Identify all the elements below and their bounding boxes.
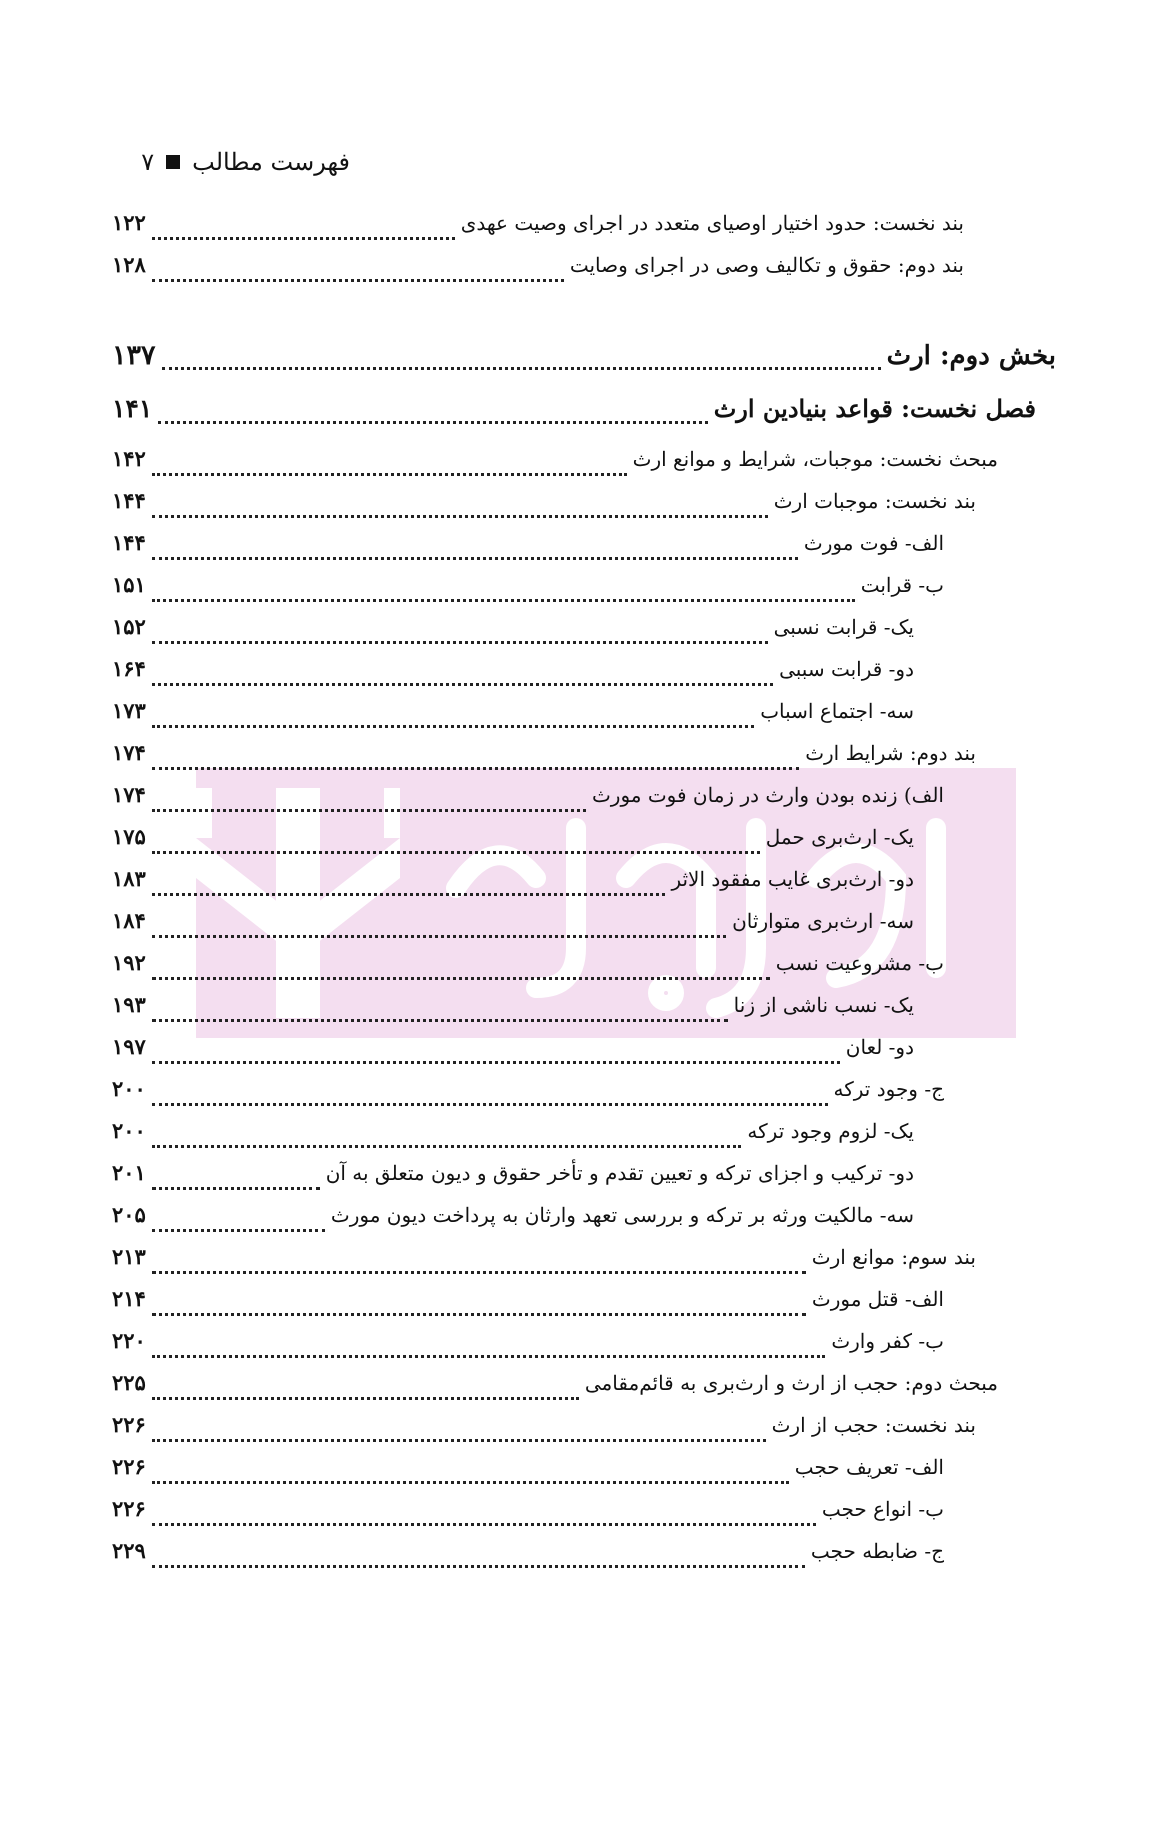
dot-leader bbox=[152, 515, 768, 518]
toc-entry-title: ج- وجود ترکه bbox=[833, 1077, 944, 1101]
toc-entry-title: یک- نسب ناشی از زنا bbox=[733, 993, 914, 1017]
toc-entry bbox=[112, 740, 976, 780]
toc-entry-page: ۲۲۰ bbox=[112, 1328, 146, 1353]
dot-leader bbox=[152, 683, 773, 686]
toc-entry-page: ۱۷۳ bbox=[112, 698, 146, 723]
toc-entry-page: ۱۲۸ bbox=[112, 252, 146, 277]
toc-entry-page: ۲۰۵ bbox=[112, 1202, 146, 1227]
toc-entry-title: سه- مالکیت ورثه بر ترکه و بررسی تعهد وارثان به پرداخت دیون مورث bbox=[330, 1203, 914, 1227]
toc-entry-title: بند نخست: حدود اختیار اوصیای متعدد در اجرای وصیت عهدی bbox=[460, 211, 964, 235]
dot-leader bbox=[152, 893, 666, 896]
page-title: فهرست مطالب bbox=[192, 148, 350, 176]
toc-entry-title: دو- ارث‌بری غایب مفقود الاثر bbox=[671, 867, 914, 891]
dot-leader bbox=[152, 1523, 816, 1526]
toc-entry bbox=[112, 530, 944, 570]
toc-entry-page: ۱۹۷ bbox=[112, 1034, 146, 1059]
toc-entry-page: ۱۵۱ bbox=[112, 572, 146, 597]
toc-entry-title: مبحث دوم: حجب از ارث و ارث‌بری به قائم‌مقامی bbox=[584, 1371, 998, 1395]
toc-entry bbox=[112, 488, 976, 528]
toc-entry bbox=[112, 1244, 976, 1284]
dot-leader bbox=[152, 767, 799, 770]
dot-leader bbox=[152, 977, 770, 980]
toc-entry-page: ۲۰۰ bbox=[112, 1076, 146, 1101]
toc-entry bbox=[112, 1328, 944, 1368]
toc-entry-page: ۱۶۴ bbox=[112, 656, 146, 681]
dot-leader bbox=[152, 1481, 789, 1484]
toc-entry-page: ۱۳۷ bbox=[112, 340, 156, 371]
dot-leader bbox=[152, 1187, 320, 1190]
toc-entry bbox=[112, 252, 964, 292]
dot-leader bbox=[152, 1019, 728, 1022]
toc-entry-page: ۱۴۴ bbox=[112, 488, 146, 513]
toc-entry bbox=[112, 866, 914, 906]
toc-entry-page: ۲۲۹ bbox=[112, 1538, 146, 1563]
toc-entry-page: ۲۰۰ bbox=[112, 1118, 146, 1143]
dot-leader bbox=[152, 725, 754, 728]
page-number: ۷ bbox=[141, 148, 155, 176]
toc-entry bbox=[112, 572, 944, 612]
dot-leader bbox=[152, 1439, 766, 1442]
dot-leader bbox=[152, 279, 564, 282]
toc-entry-page: ۱۷۵ bbox=[112, 824, 146, 849]
toc-entry bbox=[112, 1412, 976, 1452]
toc-entry-page: ۱۲۲ bbox=[112, 210, 146, 235]
toc-entry-title: مبحث نخست: موجبات، شرایط و موانع ارث bbox=[632, 447, 998, 471]
toc-entry bbox=[112, 1118, 914, 1158]
toc-entry-page: ۱۴۲ bbox=[112, 446, 146, 471]
toc-entry-title: بند دوم: شرایط ارث bbox=[805, 741, 976, 765]
toc-entry bbox=[112, 908, 914, 948]
toc-entry-page: ۱۴۴ bbox=[112, 530, 146, 555]
dot-leader bbox=[152, 1061, 840, 1064]
toc-entry bbox=[112, 394, 1036, 434]
toc-entry-title: فصل نخست: قواعد بنیادین ارث bbox=[713, 394, 1036, 423]
toc-entry bbox=[112, 656, 914, 696]
toc-entry-title: الف- قتل مورث bbox=[811, 1287, 944, 1311]
toc-entry-title: بند نخست: حجب از ارث bbox=[771, 1413, 976, 1437]
toc-entry-title: سه- ارث‌بری متوارثان bbox=[732, 909, 914, 933]
toc-entry bbox=[112, 950, 944, 990]
toc-entry bbox=[112, 1076, 944, 1116]
toc-entry bbox=[112, 992, 914, 1032]
dot-leader bbox=[152, 1355, 825, 1358]
dot-leader bbox=[152, 809, 586, 812]
toc-entry-title: ب- انواع حجب bbox=[821, 1497, 944, 1521]
dot-leader bbox=[152, 1397, 579, 1400]
dot-leader bbox=[152, 935, 726, 938]
toc-entry bbox=[112, 698, 914, 738]
toc-entry-page: ۲۱۳ bbox=[112, 1244, 146, 1269]
dot-leader bbox=[152, 1313, 806, 1316]
toc-entry-title: بند سوم: موانع ارث bbox=[811, 1245, 976, 1269]
toc-entry-page: ۲۲۶ bbox=[112, 1496, 146, 1521]
dot-leader bbox=[152, 1103, 828, 1106]
toc-entry bbox=[112, 1034, 914, 1074]
dot-leader bbox=[152, 473, 627, 476]
toc-entry-title: الف- تعریف حجب bbox=[794, 1455, 944, 1479]
toc-entry-title: الف- فوت مورث bbox=[803, 531, 944, 555]
toc-entry bbox=[112, 782, 944, 822]
toc-entry-page: ۱۹۳ bbox=[112, 992, 146, 1017]
toc-entry-title: ج- ضابطه حجب bbox=[810, 1539, 944, 1563]
toc-entry-page: ۱۸۴ bbox=[112, 908, 146, 933]
toc-entry-page: ۲۱۴ bbox=[112, 1286, 146, 1311]
toc-entry bbox=[112, 446, 998, 486]
toc-entry-title: ب- مشروعیت نسب bbox=[775, 951, 944, 975]
dot-leader bbox=[152, 641, 768, 644]
toc-entry bbox=[112, 1202, 914, 1242]
toc-entry bbox=[112, 824, 914, 864]
toc-entry-title: بخش دوم: ارث bbox=[886, 341, 1056, 371]
toc-entry-title: یک- ارث‌بری حمل bbox=[765, 825, 914, 849]
dot-leader bbox=[158, 421, 707, 424]
toc-entry-page: ۱۹۲ bbox=[112, 950, 146, 975]
dot-leader bbox=[152, 1229, 325, 1232]
dot-leader bbox=[152, 851, 760, 854]
toc-entry-title: ب- قرابت bbox=[860, 573, 944, 597]
toc-entry bbox=[112, 1538, 944, 1578]
toc-entry-page: ۲۲۵ bbox=[112, 1370, 146, 1395]
toc-entry-title: الف) زنده بودن وارث در زمان فوت مورث bbox=[591, 783, 944, 807]
toc-entry-title: یک- لزوم وجود ترکه bbox=[747, 1119, 914, 1143]
dot-leader bbox=[162, 367, 881, 370]
toc-entry-title: دو- لعان bbox=[845, 1035, 914, 1059]
toc-entry-page: ۱۵۲ bbox=[112, 614, 146, 639]
dot-leader bbox=[152, 1565, 805, 1568]
toc-entry bbox=[112, 1454, 944, 1494]
toc-entry-title: سه- اجتماع اسباب bbox=[760, 699, 914, 723]
toc-entry bbox=[112, 1160, 914, 1200]
toc-entry-page: ۱۴۱ bbox=[112, 394, 153, 423]
toc-entry bbox=[112, 340, 1056, 380]
toc-entry-page: ۱۷۴ bbox=[112, 740, 146, 765]
dot-leader bbox=[152, 599, 855, 602]
toc-entry bbox=[112, 210, 964, 250]
toc-entry-title: بند دوم: حقوق و تکالیف وصی در اجرای وصایت bbox=[569, 253, 964, 277]
toc-entry bbox=[112, 1496, 944, 1536]
toc-entry-title: یک- قرابت نسبی bbox=[773, 615, 914, 639]
toc-entry-title: دو- ترکیب و اجزای ترکه و تعیین تقدم و تأخر حقوق و دیون متعلق به آن bbox=[325, 1161, 914, 1185]
toc-entry-page: ۲۲۶ bbox=[112, 1412, 146, 1437]
toc-entry-title: دو- قرابت سببی bbox=[779, 657, 914, 681]
toc-entry bbox=[112, 1370, 998, 1410]
dot-leader bbox=[152, 1145, 742, 1148]
toc-entry bbox=[112, 614, 914, 654]
toc-entry-page: ۲۰۱ bbox=[112, 1160, 146, 1185]
toc-entry-page: ۱۷۴ bbox=[112, 782, 146, 807]
dot-leader bbox=[152, 557, 798, 560]
toc-entry-page: ۱۸۳ bbox=[112, 866, 146, 891]
dot-leader bbox=[152, 237, 455, 240]
toc-entry-title: ب- کفر وارث bbox=[831, 1329, 944, 1353]
toc-entry-title: بند نخست: موجبات ارث bbox=[773, 489, 976, 513]
toc-entry bbox=[112, 1286, 944, 1326]
toc-entry-page: ۲۲۶ bbox=[112, 1454, 146, 1479]
dot-leader bbox=[152, 1271, 806, 1274]
